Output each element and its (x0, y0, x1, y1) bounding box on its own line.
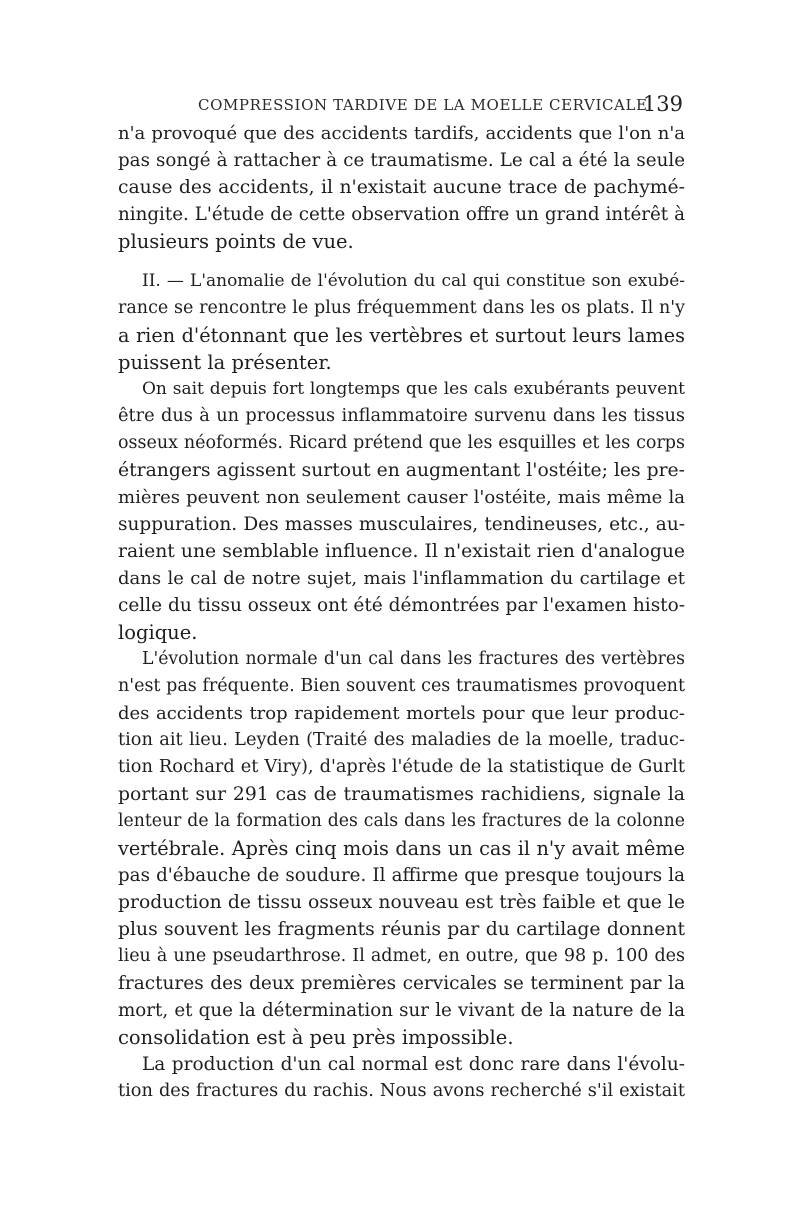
text-line: portant sur 291 cas de traumatismes rachidiens, signale la (118, 784, 685, 805)
text-line: des accidents trop rapidement mortels pour que leur produc- (118, 703, 685, 724)
text-line: production de tissu osseux nouveau est très faible et que le (118, 892, 685, 913)
running-head (118, 94, 685, 120)
text-line: mières peuvent non seulement causer l'ostéite, mais même la (118, 487, 685, 508)
text-line: L'évolution normale d'un cal dans les fractures des vertèbres (142, 649, 685, 669)
text-line: pas songé à rattacher à ce traumatisme. Le cal a été la seule (118, 150, 685, 171)
text-line: logique. (118, 621, 198, 644)
text-line: dans le cal de notre sujet, mais l'inflammation du cartilage et (118, 568, 685, 589)
running-title: COMPRESSION TARDIVE DE LA MOELLE CERVICALE (198, 96, 648, 114)
text-line: consolidation est à peu près impossible. (118, 1026, 514, 1049)
text-line: puissent la présenter. (118, 351, 332, 374)
text-line: pas d'ébauche de soudure. Il affirme que presque toujours la (118, 865, 685, 886)
text-line: rance se rencontre le plus fréquemment dans les os plats. Il n'y (118, 298, 685, 318)
text-line: celle du tissu osseux ont été démontrées par l'examen histo- (118, 595, 686, 616)
text-line: plusieurs points de vue. (118, 230, 354, 253)
text-line: La production d'un cal normal est donc rare dans l'évolu- (142, 1054, 685, 1075)
text-line: plus souvent les fragments réunis par du cartilage donnent (118, 919, 685, 940)
paragraph-5 (118, 1051, 685, 1105)
text-line: cause des accidents, il n'existait aucune trace de pachymé- (118, 177, 685, 198)
text-line: étrangers agissent surtout en augmentant l'ostéite; les pre- (118, 460, 685, 481)
section-gap (118, 255, 685, 268)
body-text (118, 120, 685, 1105)
text-line: n'est pas fréquente. Bien souvent ces traumatismes provoquent (118, 676, 685, 696)
text-line: a rien d'étonnant que les vertèbres et surtout leurs lames (118, 324, 685, 347)
paragraph-2 (118, 268, 685, 376)
text-line: mort, et que la détermination sur le vivant de la nature de la (118, 1000, 685, 1021)
text-line: ningite. L'étude de cette observation offre un grand intérêt à (118, 204, 685, 225)
paragraph-1 (118, 120, 685, 255)
text-line: fractures des deux premières cervicales se terminent par la (118, 973, 685, 994)
text-line: être dus à un processus inflammatoire survenu dans les tissus (118, 406, 685, 426)
paragraph-3 (118, 376, 685, 646)
text-line: lenteur de la formation des cals dans les fractures de la colonne (118, 811, 685, 831)
page-number: 139 (642, 92, 683, 116)
text-line: osseux néoformés. Ricard prétend que les esquilles et les corps (118, 433, 685, 453)
text-line: tion des fractures du rachis. Nous avons recherché s'il existait (118, 1081, 685, 1101)
text-line: tion Rochard et Viry), d'après l'étude de la statistique de Gurlt (118, 757, 685, 777)
text-line: suppuration. Des masses musculaires, tendineuses, etc., au- (118, 514, 685, 535)
paragraph-4 (118, 646, 685, 1051)
text-line: n'a provoqué que des accidents tardifs, accidents que l'on n'a (118, 123, 685, 144)
text-line: On sait depuis fort longtemps que les cals exubérants peuvent (142, 379, 685, 399)
text-line: lieu à une pseudarthrose. Il admet, en outre, que 98 p. 100 des (118, 946, 685, 966)
text-line: raient une semblable influence. Il n'existait rien d'analogue (118, 541, 685, 562)
text-line: tion ait lieu. Leyden (Traité des maladies de la moelle, traduc- (118, 730, 685, 750)
text-line: vertébrale. Après cinq mois dans un cas il n'y avait même (118, 837, 685, 860)
text-line: II. — L'anomalie de l'évolution du cal qui constitue son exubé- (142, 271, 685, 291)
